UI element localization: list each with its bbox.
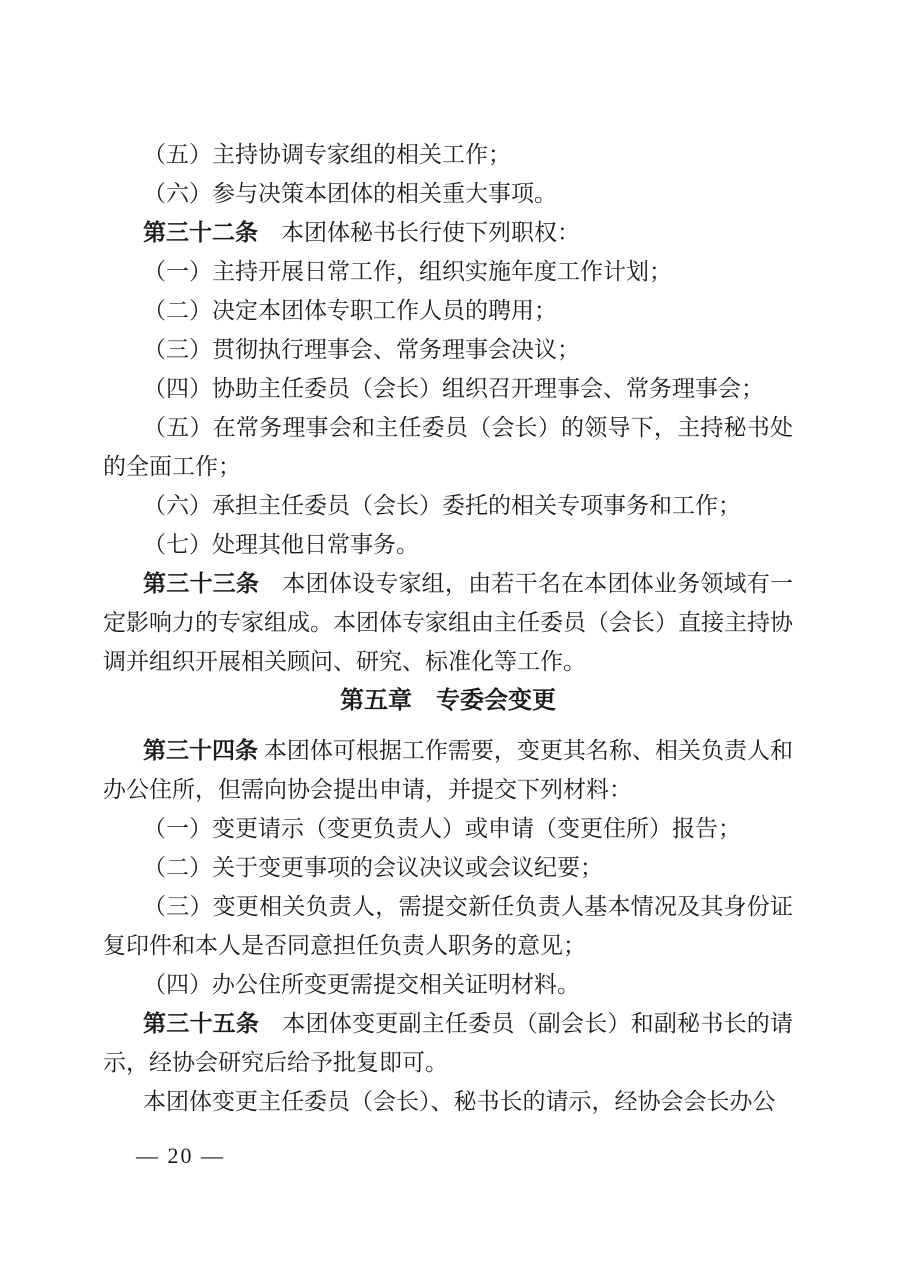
paragraph: （三）变更相关负责人，需提交新任负责人基本情况及其身份证复印件和本人是否同意担任负责人职务的意见； [103,894,793,958]
paragraph: （二）决定本团体专职工作人员的聘用； [143,298,557,323]
paragraph: 第三十三条 本团体设专家组，由若干名在本团体业务领域有一定影响力的专家组成。本团体专家组由主任委员（会长）直接主持协调并组织开展相关顾问、研究、标准化等工作。 [103,571,794,674]
article-number: 第三十五条 [143,1011,283,1036]
paragraph: 本团体变更主任委员（会长）、秘书长的请示，经协会会长办公 [143,1089,776,1114]
article-number: 第三十三条 [143,571,283,596]
body-text [103,135,793,1121]
paragraph: 第三十五条 本团体变更副主任委员（副会长）和副秘书长的请示，经协会研究后给予批复即可。 [103,1011,794,1075]
paragraph: （六）承担主任委员（会长）委托的相关专项事务和工作； [143,493,741,518]
paragraph: （四）办公住所变更需提交相关证明材料。 [143,972,580,997]
paragraph: （一）主持开展日常工作，组织实施年度工作计划； [143,259,672,284]
paragraph: （六）参与决策本团体的相关重大事项。 [143,181,557,206]
paragraph: 第三十四条 本团体可根据工作需要，变更其名称、相关负责人和办公住所，但需向协会提出申请，并提交下列材料： [103,738,794,802]
chapter-heading: 第五章 专委会变更 [340,687,556,714]
paragraph: （七）处理其他日常事务。 [143,532,419,557]
paragraph: （一）变更请示（变更负责人）或申请（变更住所）报告； [143,816,741,841]
paragraph: （五）在常务理事会和主任委员（会长）的领导下，主持秘书处的全面工作； [103,415,793,479]
paragraph: （三）贯彻执行理事会、常务理事会决议； [143,337,580,362]
paragraph: （二）关于变更事项的会议决议或会议纪要； [143,855,603,880]
paragraph: （四）协助主任委员（会长）组织召开理事会、常务理事会； [143,376,764,401]
paragraph: （五）主持协调专家组的相关工作； [143,142,511,167]
article-number: 第三十二条 [143,220,281,245]
page-number: — 20 — [136,1143,225,1168]
article-number: 第三十四条 [143,738,264,763]
paragraph: 第三十二条 本团体秘书长行使下列职权： [143,220,580,245]
